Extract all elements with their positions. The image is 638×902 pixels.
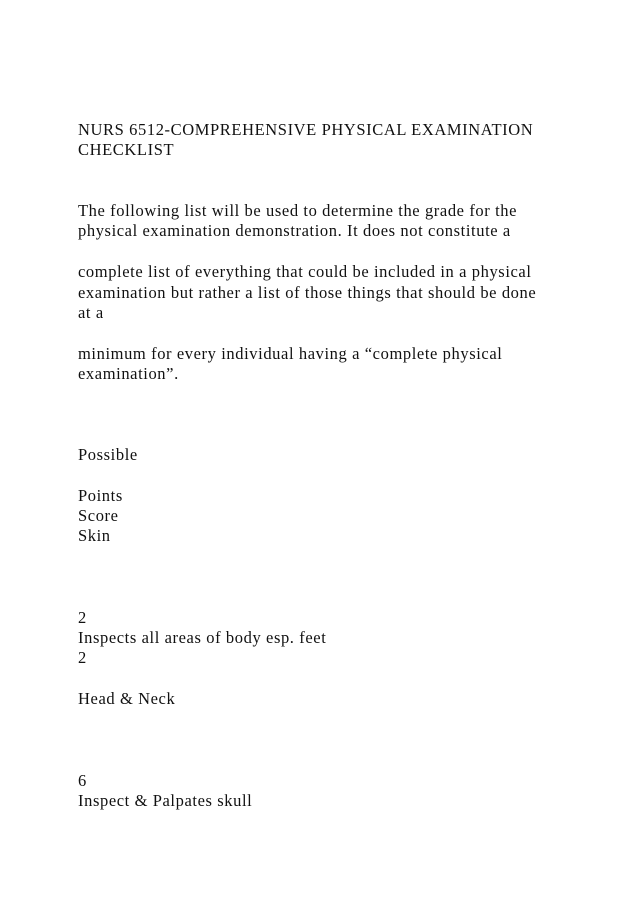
head-neck-possible-points: 6 bbox=[78, 771, 87, 790]
column-header-score: Score bbox=[78, 506, 119, 525]
column-header-points: Points bbox=[78, 486, 123, 505]
intro-line-2: physical examination demonstration. It does not constitute a bbox=[78, 221, 511, 240]
section-heading-skin: Skin bbox=[78, 526, 111, 545]
document-title-line-1: NURS 6512-COMPREHENSIVE PHYSICAL EXAMINATION bbox=[78, 120, 534, 139]
intro-line-6: minimum for every individual having a “complete physical bbox=[78, 344, 503, 363]
column-header-possible: Possible bbox=[78, 445, 138, 464]
intro-line-1: The following list will be used to determine the grade for the bbox=[78, 201, 518, 220]
skin-checklist-item: Inspects all areas of body esp. feet bbox=[78, 628, 327, 647]
skin-score-points: 2 bbox=[78, 648, 87, 667]
intro-line-4: examination but rather a list of those things that should be done bbox=[78, 283, 537, 302]
section-heading-head-neck: Head & Neck bbox=[78, 689, 176, 708]
skin-possible-points: 2 bbox=[78, 608, 87, 627]
intro-line-5: at a bbox=[78, 303, 104, 322]
document-title-line-2: CHECKLIST bbox=[78, 140, 175, 159]
intro-line-3: complete list of everything that could be included in a physical bbox=[78, 262, 532, 281]
head-neck-checklist-item: Inspect & Palpates skull bbox=[78, 791, 253, 810]
intro-line-7: examination”. bbox=[78, 364, 179, 383]
